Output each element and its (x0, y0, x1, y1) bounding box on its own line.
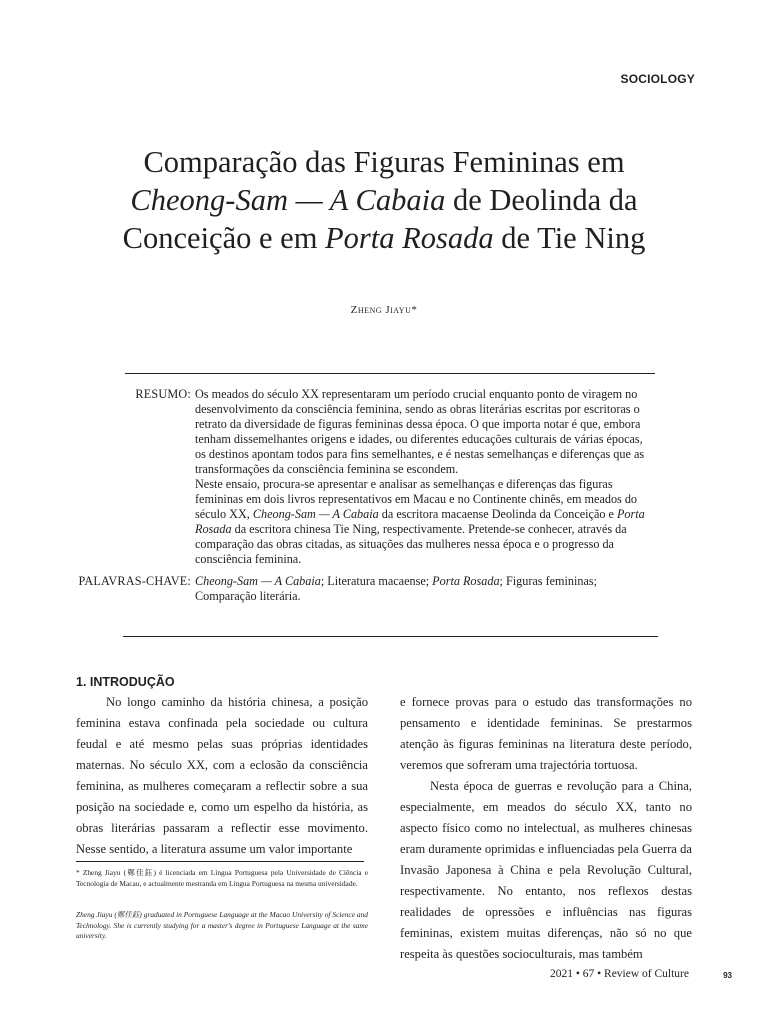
title-line-3-pre: Conceição e em (122, 221, 326, 255)
abstract-top-rule (125, 373, 655, 374)
abstract-paragraph-2 (195, 477, 653, 567)
title-line-1: Comparação das Figuras Femininas em (143, 145, 625, 179)
keyword-separator: ; Literatura macaense; (320, 574, 433, 588)
keywords-label: PALAVRAS-CHAVE: (78, 574, 191, 588)
title-work-1: Cheong-Sam — A Cabaia (130, 183, 446, 217)
abstract-label: RESUMO: (135, 387, 191, 401)
title-work-2: Porta Rosada (325, 221, 494, 255)
article-title (60, 143, 708, 257)
abstract-body (195, 387, 653, 567)
intro-paragraph-1-continued: e fornece provas para o estudo das transformações no pensamento e identidade femininas. Se prestarmos atenção às figuras femininas na literatura deste período, veremos que sofreram uma trajectória tortuosa. (400, 695, 692, 772)
keyword-work-2: Porta Rosada (432, 574, 500, 588)
section-heading-introduction: 1. INTRODUÇÃO (76, 675, 175, 689)
abstract-p2-work-2: Porta Rosada (195, 507, 645, 536)
abstract-p2-part-c: da escritora chinesa Tie Ning, respectivamente. Pretende-se conhecer, através da comparação das obras citadas, as situações das mulheres nessa época e o progresso da consciência feminina. (195, 522, 627, 566)
intro-paragraph-1: No longo caminho da história chinesa, a posição feminina estava confinada pela sociedade ou cultura feudal e até mesmo pelas suas próprias identidades maternas. No século XX, com a eclosão da consciência feminina, as mulheres começaram a reflectir sobre a sua posição na sociedade e, como um espelho da história, as obras literárias passaram a reflectir esse movimento. Nesse sentido, a literatura assume um valor importante (76, 695, 368, 856)
title-line-2-rest: de Deolinda da (445, 183, 638, 217)
body-column-left (76, 692, 368, 860)
footnote-english: Zheng Jiayu (鄭佳鈺) graduated in Portuguese Language at the Macao University of Science and Technology. She is currently studying for a master's degree in Portuguese Language at the same university. (76, 910, 368, 940)
running-footer: 2021 • 67 • Review of Culture (549, 968, 689, 980)
title-line-3-post: de Tie Ning (493, 221, 646, 255)
title-line-2 (60, 181, 708, 219)
abstract-p2-part-b: da escritora macaense Deolinda da Conceição e (378, 507, 617, 521)
keywords-body (195, 574, 653, 604)
keyword-rest: ; Figuras femininas; Comparação literária. (195, 574, 598, 603)
page-number: 93 (723, 971, 732, 980)
title-line-3 (60, 219, 708, 257)
footnote-rule (76, 861, 364, 862)
abstract-paragraph-1: Os meados do século XX representaram um período crucial enquanto ponto de viragem no desenvolvimento da consciência feminina, sendo as obras literárias escritas por escritoras o retrato da diversidade de figuras femininas dessa época. O que importa notar é que, embora tenham dissemelhantes origens e idades, ou diferentes educações culturais de várias épocas, os destinos apontam todos para fins semelhantes, e é nestas semelhanças e diferenças que as transformações da consciência feminina se escondem. (195, 387, 645, 476)
intro-paragraph-2: Nesta época de guerras e revolução para a China, especialmente, em meados do século XX, tanto no aspecto físico como no intelectual, as mulheres chinesas eram duramente oprimidas e influenciadas pela Guerra da Invasão Japonesa à China e pela Revolução Cultural, respectivamente. No entanto, nos reflexos destas realidades de opressões e influências nas figuras femininas, existem muitas diferenças, não só no que respeita às questões socioculturais, mas também (400, 779, 692, 961)
abstract-bottom-rule (123, 636, 658, 637)
footnote-portuguese: * Zheng Jiayu (鄭佳鈺) é licenciada em Língua Portuguesa pela Universidade de Ciência e Tecnologia de Macau, e actualmente mestranda em Língua Portuguesa na mesma universidade. (76, 868, 368, 888)
author-name: Zheng Jiayu* (350, 304, 418, 316)
abstract-p2-work-1: Cheong-Sam — A Cabaia (252, 507, 379, 521)
keyword-work-1: Cheong-Sam — A Cabaia (195, 574, 321, 588)
abstract-p2-part-a: Neste ensaio, procura-se apresentar e analisar as semelhanças e diferenças das figuras femininas em dois livros representativos em Macau e no Continente chinês, em meados do século XX, (195, 477, 638, 521)
section-label: SOCIOLOGY (620, 72, 695, 86)
body-column-right (400, 692, 692, 965)
